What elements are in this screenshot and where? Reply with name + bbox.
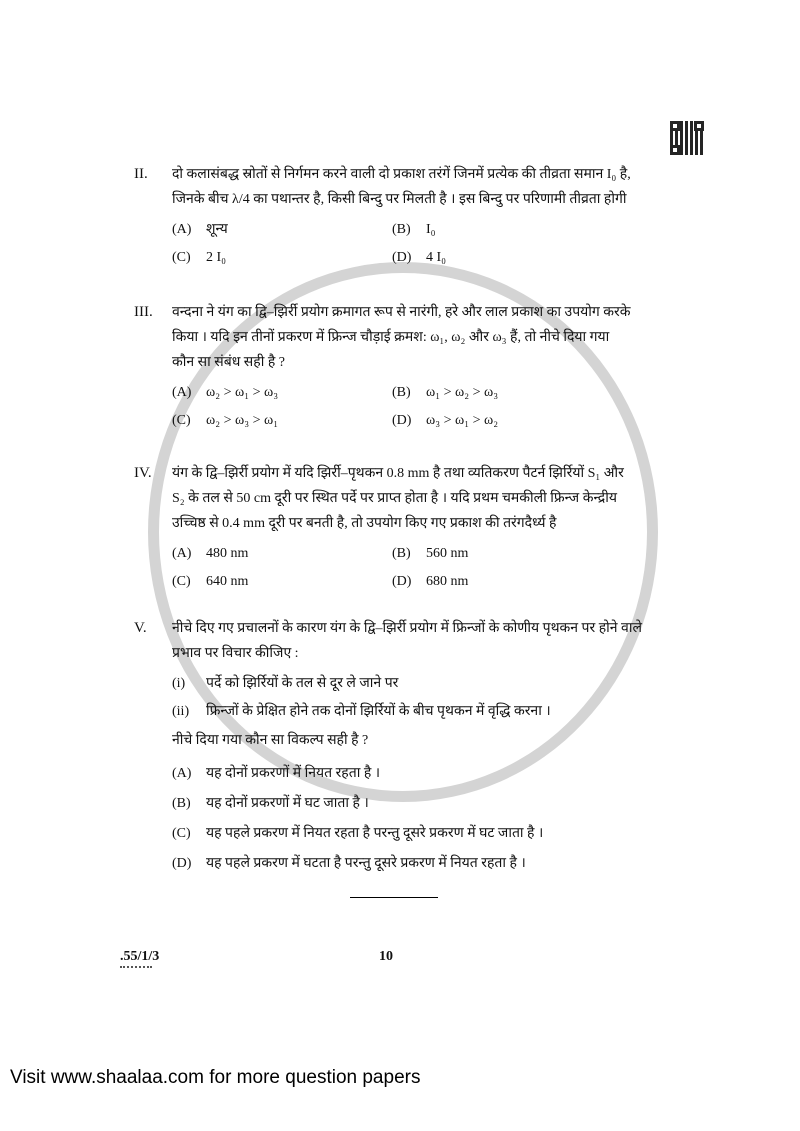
question-v <box>134 616 679 879</box>
question-text: प्रभाव पर विचार कीजिए : <box>172 646 299 661</box>
option-a: (A) शून्य <box>172 222 228 237</box>
question-text: यंग के द्वि–झिर्री प्रयोग में यदि झिर्री–पृथकन 0.8 mm है तथा व्यतिकरण पैटर्न झिर्रियों S₁ और <box>172 466 624 481</box>
page-footer <box>120 948 679 970</box>
option-a: (A) 480 nm <box>172 546 249 561</box>
question-text: नीचे दिए गए प्रचालनों के कारण यंग के द्वि–झिर्री प्रयोग में फ्रिन्जों के कोणीय पृथकन पर होने वाले <box>172 621 642 636</box>
qr-code-icon <box>670 121 704 155</box>
question-ii <box>134 162 679 272</box>
sub-item-i: (i) पर्दे को झिर्रियों के तल से दूर ले जाने पर <box>172 676 399 691</box>
question-number: V. <box>134 620 147 636</box>
option-c: (C) 2 I₀ <box>172 250 227 265</box>
question-number: II. <box>134 166 148 182</box>
visit-banner-link[interactable]: Visit www.shaalaa.com for more question papers <box>10 1067 421 1088</box>
option-d: (D) ω₃ > ω₁ > ω₂ <box>392 413 499 428</box>
page-number: 10 <box>379 949 393 964</box>
option-b: (B) ω₁ > ω₂ > ω₃ <box>392 385 499 400</box>
question-text: S₂ के तल से 50 cm दूरी पर स्थित पर्दे पर प्राप्त होता है । यदि प्रथम चमकीली फ्रिन्ज केन्द्रीय <box>172 491 617 506</box>
question-text: किया । यदि इन तीनों प्रकरण में फ्रिन्ज चौड़ाई क्रमश: ω₁, ω₂ और ω₃ हैं, तो नीचे दिया गया <box>172 330 610 345</box>
option-d: (D) यह पहले प्रकरण में घटता है परन्तु दूसरे प्रकरण में नियत रहता है । <box>172 856 526 871</box>
question-prompt: नीचे दिया गया कौन सा विकल्प सही है ? <box>172 733 369 748</box>
question-text: दो कलासंबद्ध स्रोतों से निर्गमन करने वाली दो प्रकाश तरंगें जिनमें प्रत्येक की तीव्रता समान I₀ है, <box>172 167 631 182</box>
option-c: (C) यह पहले प्रकरण में नियत रहता है परन्तु दूसरे प्रकरण में घट जाता है । <box>172 826 544 841</box>
option-a: (A) यह दोनों प्रकरणों में नियत रहता है । <box>172 766 381 781</box>
question-text: उच्चिष्ठ से 0.4 mm दूरी पर बनती है, तो उपयोग किए गए प्रकाश की तरंगदैर्ध्य है <box>172 516 557 531</box>
option-d: (D) 4 I₀ <box>392 250 447 265</box>
end-rule <box>350 897 438 898</box>
option-a: (A) ω₂ > ω₁ > ω₃ <box>172 385 279 400</box>
option-d: (D) 680 nm <box>392 574 469 589</box>
question-text: जिनके बीच λ/4 का पथान्तर है, किसी बिन्दु पर मिलती है । इस बिन्दु पर परिणामी तीव्रता होगी <box>172 192 627 207</box>
question-iv <box>134 461 679 596</box>
option-b: (B) यह दोनों प्रकरणों में घट जाता है । <box>172 796 369 811</box>
wavy-underline <box>120 966 152 968</box>
question-iii <box>134 300 679 435</box>
sub-item-ii: (ii) फ्रिन्जों के प्रेक्षित होने तक दोनों झिर्रियों के बीच पृथकन में वृद्धि करना । <box>172 704 551 719</box>
question-number: III. <box>134 304 153 320</box>
option-c: (C) ω₂ > ω₃ > ω₁ <box>172 413 279 428</box>
question-text: वन्दना ने यंग का द्वि–झिर्री प्रयोग क्रमागत रूप से नारंगी, हरे और लाल प्रकाश का उपयोग करके <box>172 305 631 320</box>
option-c: (C) 640 nm <box>172 574 249 589</box>
option-b: (B) I₀ <box>392 222 436 237</box>
option-b: (B) 560 nm <box>392 546 469 561</box>
question-list <box>120 162 679 970</box>
question-text: कौन सा संबंध सही है ? <box>172 355 285 370</box>
question-number: IV. <box>134 465 152 481</box>
paper-code: .55/1/3 <box>120 949 160 964</box>
